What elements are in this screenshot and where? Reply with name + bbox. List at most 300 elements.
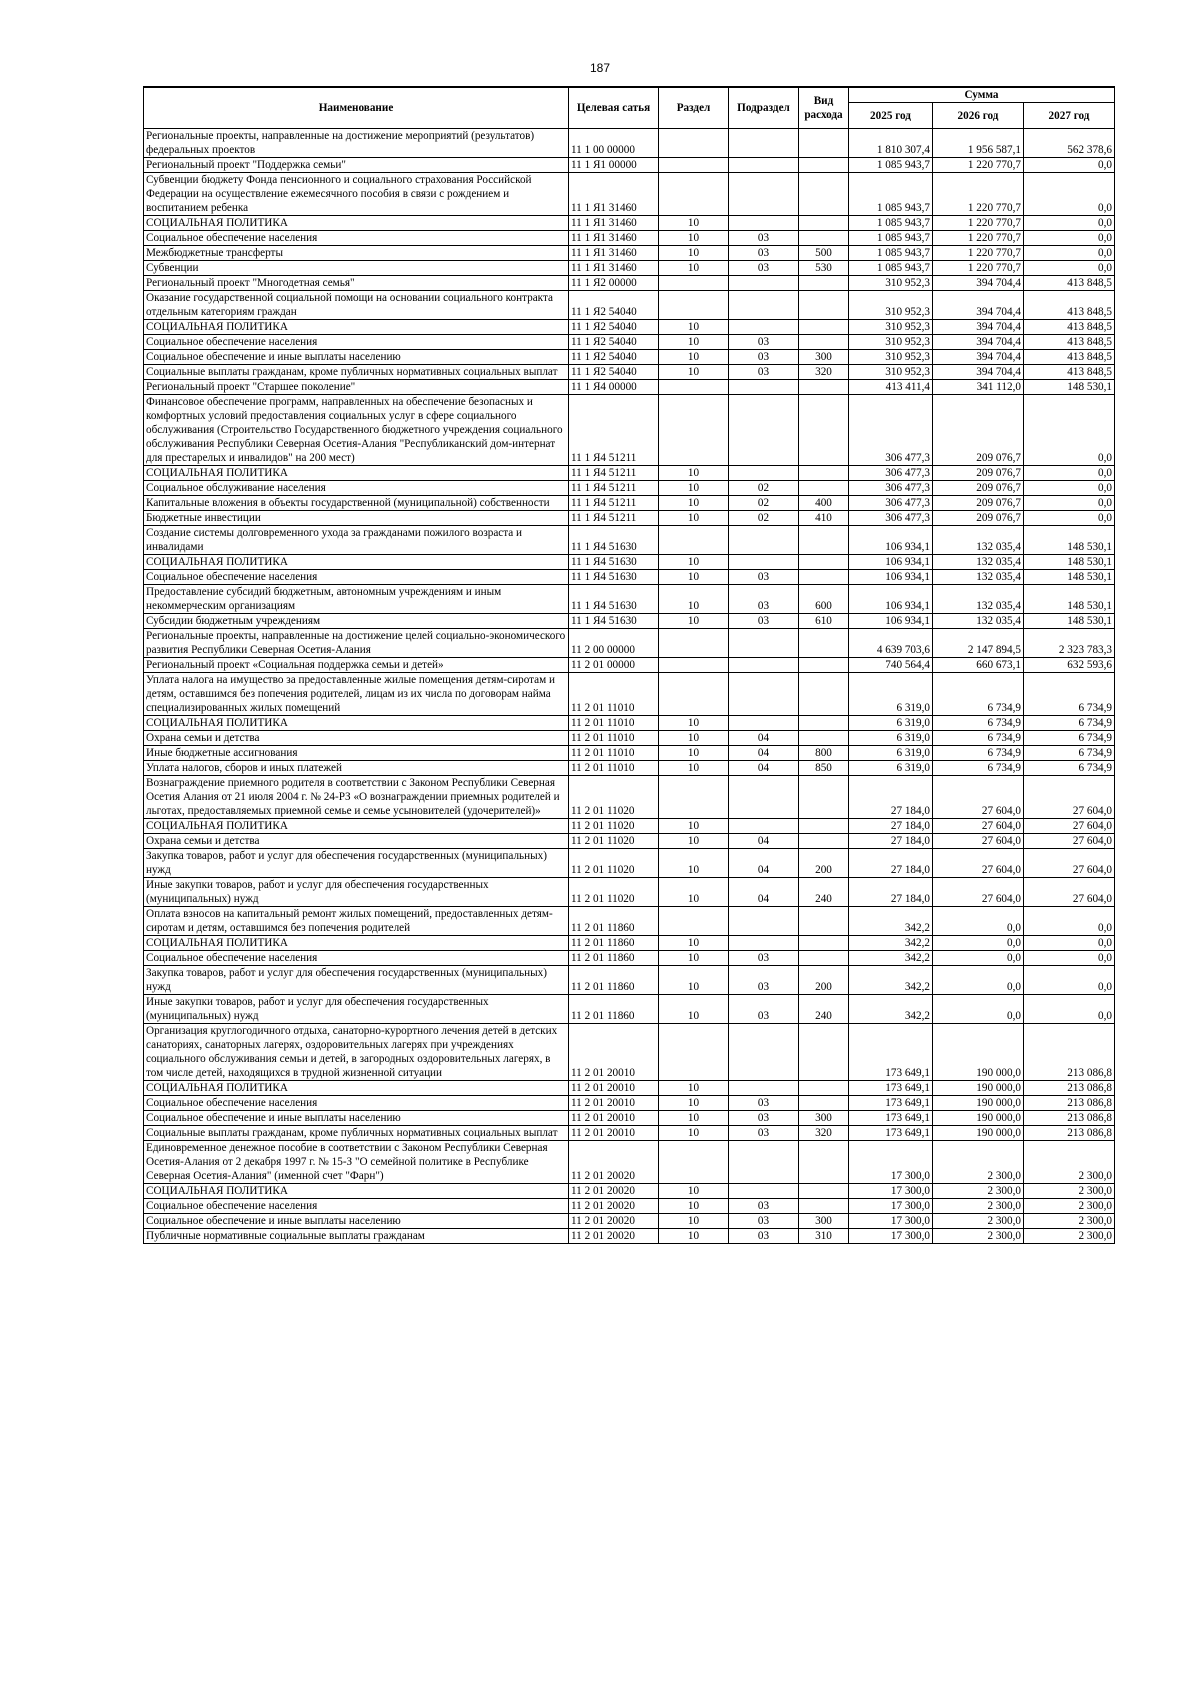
row-amount-2025: 173 649,1	[849, 1081, 933, 1096]
row-amount-2026: 394 704,4	[933, 320, 1024, 335]
row-name: Оплата взносов на капитальный ремонт жилых помещений, предоставленных детям-сиротам и детям, оставшимся без попечения родителей	[144, 907, 569, 936]
table-row	[144, 261, 1115, 276]
row-subsection	[729, 1184, 799, 1199]
budget-table	[143, 86, 1115, 1244]
row-name: Социальное обеспечение и иные выплаты населению	[144, 1214, 569, 1229]
row-amount-2026: 209 076,7	[933, 395, 1024, 466]
row-amount-2025: 106 934,1	[849, 614, 933, 629]
row-name: Иные закупки товаров, работ и услуг для обеспечения государственных (муниципальных) нужд	[144, 995, 569, 1024]
row-expense-kind	[799, 466, 849, 481]
row-name: СОЦИАЛЬНАЯ ПОЛИТИКА	[144, 819, 569, 834]
row-subsection	[729, 216, 799, 231]
row-name: Социальное обеспечение и иные выплаты населению	[144, 1111, 569, 1126]
table-row	[144, 365, 1115, 380]
row-amount-2025: 342,2	[849, 995, 933, 1024]
row-amount-2026: 209 076,7	[933, 466, 1024, 481]
row-amount-2027: 213 086,8	[1024, 1126, 1115, 1141]
row-target-code: 11 2 01 20020	[569, 1141, 659, 1184]
row-section: 10	[659, 716, 729, 731]
row-expense-kind	[799, 555, 849, 570]
row-amount-2027: 413 848,5	[1024, 276, 1115, 291]
row-name: Социальное обеспечение и иные выплаты населению	[144, 350, 569, 365]
row-amount-2025: 1 085 943,7	[849, 231, 933, 246]
row-subsection: 03	[729, 1229, 799, 1244]
row-expense-kind: 410	[799, 511, 849, 526]
table-row	[144, 1229, 1115, 1244]
row-amount-2026: 27 604,0	[933, 776, 1024, 819]
header-year-2027: 2027 год	[1024, 103, 1115, 129]
row-amount-2025: 740 564,4	[849, 658, 933, 673]
row-subsection: 04	[729, 878, 799, 907]
row-amount-2027: 0,0	[1024, 466, 1115, 481]
row-target-code: 11 1 Я2 54040	[569, 320, 659, 335]
row-name: Социальное обеспечение населения	[144, 1096, 569, 1111]
row-subsection	[729, 936, 799, 951]
row-expense-kind	[799, 570, 849, 585]
row-expense-kind	[799, 173, 849, 216]
row-amount-2025: 173 649,1	[849, 1024, 933, 1081]
row-amount-2027: 6 734,9	[1024, 673, 1115, 716]
row-amount-2027: 2 300,0	[1024, 1199, 1115, 1214]
table-body	[144, 129, 1115, 1244]
row-target-code: 11 2 01 11020	[569, 834, 659, 849]
row-amount-2027: 2 300,0	[1024, 1184, 1115, 1199]
table-row	[144, 951, 1115, 966]
row-target-code: 11 2 01 20020	[569, 1214, 659, 1229]
row-amount-2026: 2 300,0	[933, 1141, 1024, 1184]
table-row	[144, 673, 1115, 716]
table-row	[144, 761, 1115, 776]
row-amount-2026: 1 220 770,7	[933, 231, 1024, 246]
row-amount-2025: 17 300,0	[849, 1229, 933, 1244]
row-amount-2027: 2 300,0	[1024, 1214, 1115, 1229]
row-amount-2025: 27 184,0	[849, 776, 933, 819]
row-name: Региональный проект "Старшее поколение"	[144, 380, 569, 395]
table-row	[144, 555, 1115, 570]
row-subsection: 03	[729, 570, 799, 585]
row-amount-2025: 306 477,3	[849, 496, 933, 511]
table-row	[144, 335, 1115, 350]
row-subsection: 04	[729, 731, 799, 746]
row-expense-kind	[799, 907, 849, 936]
row-expense-kind	[799, 1081, 849, 1096]
row-amount-2025: 413 411,4	[849, 380, 933, 395]
row-section: 10	[659, 555, 729, 570]
row-target-code: 11 1 Я4 51211	[569, 496, 659, 511]
row-amount-2027: 27 604,0	[1024, 878, 1115, 907]
row-name: Социальное обеспечение населения	[144, 1199, 569, 1214]
row-amount-2025: 310 952,3	[849, 350, 933, 365]
row-amount-2027: 0,0	[1024, 231, 1115, 246]
row-name: СОЦИАЛЬНАЯ ПОЛИТИКА	[144, 936, 569, 951]
row-name: СОЦИАЛЬНАЯ ПОЛИТИКА	[144, 466, 569, 481]
table-row	[144, 776, 1115, 819]
row-section	[659, 1024, 729, 1081]
row-section: 10	[659, 350, 729, 365]
row-section	[659, 158, 729, 173]
row-target-code: 11 2 00 00000	[569, 629, 659, 658]
page-number: 187	[589, 61, 611, 75]
row-amount-2025: 310 952,3	[849, 276, 933, 291]
row-amount-2025: 306 477,3	[849, 466, 933, 481]
row-subsection: 03	[729, 350, 799, 365]
row-name: Создание системы долговременного ухода за гражданами пожилого возраста и инвалидами	[144, 526, 569, 555]
row-expense-kind: 240	[799, 995, 849, 1024]
row-target-code: 11 1 00 00000	[569, 129, 659, 158]
header-kind: Вид расхода	[799, 87, 849, 129]
row-amount-2026: 2 300,0	[933, 1214, 1024, 1229]
row-expense-kind	[799, 335, 849, 350]
row-target-code: 11 1 Я1 31460	[569, 231, 659, 246]
row-amount-2027: 213 086,8	[1024, 1024, 1115, 1081]
row-section	[659, 907, 729, 936]
row-target-code: 11 2 01 11020	[569, 849, 659, 878]
row-name: Социальное обеспечение населения	[144, 335, 569, 350]
row-name: Иные закупки товаров, работ и услуг для обеспечения государственных (муниципальных) нужд	[144, 878, 569, 907]
table-row	[144, 907, 1115, 936]
row-expense-kind	[799, 1024, 849, 1081]
row-expense-kind: 500	[799, 246, 849, 261]
row-amount-2026: 660 673,1	[933, 658, 1024, 673]
table-row	[144, 849, 1115, 878]
row-amount-2025: 17 300,0	[849, 1141, 933, 1184]
row-target-code: 11 2 01 11860	[569, 951, 659, 966]
row-amount-2026: 394 704,4	[933, 276, 1024, 291]
row-amount-2025: 342,2	[849, 907, 933, 936]
row-section: 10	[659, 995, 729, 1024]
row-subsection	[729, 276, 799, 291]
row-target-code: 11 2 01 11010	[569, 761, 659, 776]
row-subsection	[729, 395, 799, 466]
row-target-code: 11 2 01 20010	[569, 1081, 659, 1096]
row-section: 10	[659, 466, 729, 481]
table-row	[144, 878, 1115, 907]
row-section: 10	[659, 834, 729, 849]
row-amount-2027: 6 734,9	[1024, 716, 1115, 731]
row-expense-kind	[799, 1184, 849, 1199]
row-amount-2026: 1 956 587,1	[933, 129, 1024, 158]
row-expense-kind: 200	[799, 966, 849, 995]
row-amount-2026: 27 604,0	[933, 849, 1024, 878]
row-section: 10	[659, 1229, 729, 1244]
row-amount-2027: 0,0	[1024, 395, 1115, 466]
table-row	[144, 819, 1115, 834]
row-amount-2026: 2 300,0	[933, 1199, 1024, 1214]
row-target-code: 11 2 01 11860	[569, 936, 659, 951]
row-amount-2026: 6 734,9	[933, 761, 1024, 776]
row-subsection	[729, 291, 799, 320]
row-amount-2026: 394 704,4	[933, 335, 1024, 350]
row-target-code: 11 1 Я2 54040	[569, 365, 659, 380]
row-subsection: 03	[729, 1111, 799, 1126]
row-subsection: 03	[729, 246, 799, 261]
row-section: 10	[659, 1096, 729, 1111]
row-amount-2026: 1 220 770,7	[933, 173, 1024, 216]
table-row	[144, 570, 1115, 585]
row-section: 10	[659, 878, 729, 907]
row-amount-2027: 0,0	[1024, 173, 1115, 216]
row-amount-2027: 0,0	[1024, 246, 1115, 261]
row-amount-2027: 413 848,5	[1024, 365, 1115, 380]
row-expense-kind: 310	[799, 1229, 849, 1244]
row-amount-2027: 27 604,0	[1024, 819, 1115, 834]
row-subsection	[729, 1024, 799, 1081]
row-target-code: 11 1 Я4 51211	[569, 481, 659, 496]
row-expense-kind	[799, 129, 849, 158]
row-amount-2026: 209 076,7	[933, 481, 1024, 496]
row-expense-kind	[799, 276, 849, 291]
row-amount-2025: 310 952,3	[849, 291, 933, 320]
row-subsection: 02	[729, 496, 799, 511]
row-name: Оказание государственной социальной помощи на основании социального контракта отдельным категориям граждан	[144, 291, 569, 320]
row-subsection: 02	[729, 481, 799, 496]
row-section	[659, 291, 729, 320]
row-section: 10	[659, 216, 729, 231]
row-expense-kind: 200	[799, 849, 849, 878]
table-row	[144, 129, 1115, 158]
row-name: Организация круглогодичного отдыха, санаторно-курортного лечения детей в детских санаториях, санаторных лагерях, оздоровительных лагерях при учреждениях социального обслуживания семьи и детей, в загородных оздоровительных лагерях, в том числе детей, находящихся в трудной жизненной ситуации	[144, 1024, 569, 1081]
row-target-code: 11 2 01 11010	[569, 746, 659, 761]
row-target-code: 11 1 Я4 51211	[569, 395, 659, 466]
row-subsection: 03	[729, 1126, 799, 1141]
row-amount-2027: 6 734,9	[1024, 746, 1115, 761]
row-section: 10	[659, 966, 729, 995]
row-amount-2027: 413 848,5	[1024, 320, 1115, 335]
row-expense-kind	[799, 216, 849, 231]
header-name: Наименование	[144, 87, 569, 129]
row-target-code: 11 1 Я2 54040	[569, 335, 659, 350]
table-row	[144, 276, 1115, 291]
row-name: СОЦИАЛЬНАЯ ПОЛИТИКА	[144, 1081, 569, 1096]
row-section: 10	[659, 819, 729, 834]
row-target-code: 11 1 Я2 00000	[569, 276, 659, 291]
row-section: 10	[659, 585, 729, 614]
row-expense-kind	[799, 380, 849, 395]
row-amount-2026: 132 035,4	[933, 526, 1024, 555]
row-subsection: 03	[729, 261, 799, 276]
row-section: 10	[659, 614, 729, 629]
row-subsection: 03	[729, 335, 799, 350]
row-amount-2025: 342,2	[849, 951, 933, 966]
row-amount-2027: 0,0	[1024, 216, 1115, 231]
header-subsection: Подраздел	[729, 87, 799, 129]
row-subsection: 03	[729, 614, 799, 629]
row-amount-2027: 27 604,0	[1024, 776, 1115, 819]
row-expense-kind: 610	[799, 614, 849, 629]
row-name: Региональный проект "Поддержка семьи"	[144, 158, 569, 173]
row-expense-kind	[799, 526, 849, 555]
row-subsection	[729, 776, 799, 819]
row-name: Закупка товаров, работ и услуг для обеспечения государственных (муниципальных) нужд	[144, 849, 569, 878]
row-expense-kind	[799, 731, 849, 746]
row-section	[659, 526, 729, 555]
row-amount-2026: 1 220 770,7	[933, 158, 1024, 173]
row-amount-2027: 213 086,8	[1024, 1096, 1115, 1111]
table-row	[144, 1184, 1115, 1199]
row-amount-2026: 341 112,0	[933, 380, 1024, 395]
table-row	[144, 291, 1115, 320]
table-row	[144, 1214, 1115, 1229]
row-amount-2026: 190 000,0	[933, 1096, 1024, 1111]
row-name: Региональный проект «Социальная поддержка семьи и детей»	[144, 658, 569, 673]
row-section: 10	[659, 320, 729, 335]
row-amount-2026: 0,0	[933, 936, 1024, 951]
row-name: Бюджетные инвестиции	[144, 511, 569, 526]
row-subsection	[729, 1081, 799, 1096]
row-section: 10	[659, 1081, 729, 1096]
table-row	[144, 350, 1115, 365]
row-name: Иные бюджетные ассигнования	[144, 746, 569, 761]
row-subsection: 04	[729, 761, 799, 776]
row-name: СОЦИАЛЬНАЯ ПОЛИТИКА	[144, 1184, 569, 1199]
row-target-code: 11 2 01 20020	[569, 1184, 659, 1199]
row-amount-2026: 6 734,9	[933, 731, 1024, 746]
row-subsection	[729, 173, 799, 216]
row-name: Субвенции бюджету Фонда пенсионного и социального страхования Российской Федерации на осуществление ежемесячного пособия в связи с рождением и воспитанием ребенка	[144, 173, 569, 216]
row-name: Охрана семьи и детства	[144, 731, 569, 746]
row-amount-2027: 148 530,1	[1024, 614, 1115, 629]
row-name: Социальное обслуживание населения	[144, 481, 569, 496]
row-target-code: 11 2 01 20010	[569, 1024, 659, 1081]
row-amount-2026: 2 300,0	[933, 1184, 1024, 1199]
row-amount-2026: 6 734,9	[933, 673, 1024, 716]
row-section: 10	[659, 849, 729, 878]
row-target-code: 11 1 Я4 51211	[569, 466, 659, 481]
row-amount-2027: 413 848,5	[1024, 335, 1115, 350]
row-section	[659, 380, 729, 395]
row-amount-2026: 394 704,4	[933, 365, 1024, 380]
row-subsection	[729, 466, 799, 481]
row-amount-2025: 27 184,0	[849, 834, 933, 849]
row-target-code: 11 1 Я4 51630	[569, 555, 659, 570]
table-row	[144, 1126, 1115, 1141]
row-name: Единовременное денежное пособие в соответствии с Законом Республики Северная Осетия-Алания от 2 декабря 1997 г. № 15-З "О семейной политике в Республике Северная Осетия-Алания" (именной счет "Фарн")	[144, 1141, 569, 1184]
row-amount-2025: 6 319,0	[849, 761, 933, 776]
row-section: 10	[659, 1199, 729, 1214]
row-expense-kind: 600	[799, 585, 849, 614]
row-amount-2027: 213 086,8	[1024, 1111, 1115, 1126]
row-subsection: 03	[729, 1214, 799, 1229]
row-expense-kind: 800	[799, 746, 849, 761]
table-row	[144, 231, 1115, 246]
row-amount-2025: 342,2	[849, 966, 933, 995]
row-amount-2027: 2 300,0	[1024, 1141, 1115, 1184]
table-row	[144, 380, 1115, 395]
row-target-code: 11 1 Я4 51630	[569, 585, 659, 614]
row-amount-2026: 190 000,0	[933, 1081, 1024, 1096]
row-amount-2026: 209 076,7	[933, 511, 1024, 526]
table-row	[144, 496, 1115, 511]
row-section: 10	[659, 936, 729, 951]
row-expense-kind	[799, 395, 849, 466]
row-subsection	[729, 555, 799, 570]
row-section	[659, 776, 729, 819]
row-amount-2027: 0,0	[1024, 936, 1115, 951]
table-row	[144, 1096, 1115, 1111]
row-target-code: 11 2 01 11020	[569, 878, 659, 907]
row-target-code: 11 2 01 11010	[569, 731, 659, 746]
row-expense-kind	[799, 819, 849, 834]
row-amount-2025: 306 477,3	[849, 511, 933, 526]
row-section	[659, 1141, 729, 1184]
row-amount-2027: 148 530,1	[1024, 585, 1115, 614]
row-name: Предоставление субсидий бюджетным, автономным учреждениям и иным некоммерческим организациям	[144, 585, 569, 614]
row-amount-2027: 148 530,1	[1024, 570, 1115, 585]
row-subsection	[729, 129, 799, 158]
row-amount-2025: 17 300,0	[849, 1199, 933, 1214]
row-subsection	[729, 907, 799, 936]
row-expense-kind	[799, 158, 849, 173]
row-subsection	[729, 658, 799, 673]
row-amount-2025: 4 639 703,6	[849, 629, 933, 658]
header-year-2025: 2025 год	[849, 103, 933, 129]
row-amount-2025: 27 184,0	[849, 819, 933, 834]
row-target-code: 11 2 01 11020	[569, 819, 659, 834]
row-section	[659, 629, 729, 658]
row-name: Капитальные вложения в объекты государственной (муниципальной) собственности	[144, 496, 569, 511]
table-row	[144, 629, 1115, 658]
row-name: Межбюджетные трансферты	[144, 246, 569, 261]
row-section: 10	[659, 1184, 729, 1199]
row-amount-2027: 0,0	[1024, 496, 1115, 511]
table-row	[144, 1111, 1115, 1126]
row-target-code: 11 1 Я4 51630	[569, 614, 659, 629]
row-subsection: 04	[729, 849, 799, 878]
table-row	[144, 585, 1115, 614]
row-amount-2026: 0,0	[933, 907, 1024, 936]
row-amount-2025: 106 934,1	[849, 585, 933, 614]
row-amount-2026: 1 220 770,7	[933, 216, 1024, 231]
row-subsection	[729, 819, 799, 834]
row-amount-2027: 148 530,1	[1024, 380, 1115, 395]
table-row	[144, 731, 1115, 746]
row-amount-2026: 394 704,4	[933, 350, 1024, 365]
table-row	[144, 1199, 1115, 1214]
row-amount-2027: 0,0	[1024, 995, 1115, 1024]
row-section	[659, 173, 729, 216]
row-section: 10	[659, 761, 729, 776]
row-expense-kind	[799, 951, 849, 966]
row-subsection: 04	[729, 746, 799, 761]
row-subsection	[729, 716, 799, 731]
row-target-code: 11 1 Я1 31460	[569, 216, 659, 231]
row-amount-2025: 310 952,3	[849, 365, 933, 380]
row-amount-2026: 0,0	[933, 966, 1024, 995]
row-amount-2026: 0,0	[933, 995, 1024, 1024]
row-amount-2027: 27 604,0	[1024, 849, 1115, 878]
row-amount-2025: 1 085 943,7	[849, 158, 933, 173]
row-name: Региональный проект "Многодетная семья"	[144, 276, 569, 291]
table-row	[144, 995, 1115, 1024]
row-amount-2027: 27 604,0	[1024, 834, 1115, 849]
row-expense-kind	[799, 673, 849, 716]
row-section	[659, 129, 729, 158]
row-name: Социальное обеспечение населения	[144, 570, 569, 585]
row-section	[659, 673, 729, 716]
table-row	[144, 966, 1115, 995]
row-expense-kind: 300	[799, 1214, 849, 1229]
table-row	[144, 511, 1115, 526]
row-amount-2027: 413 848,5	[1024, 350, 1115, 365]
row-section: 10	[659, 231, 729, 246]
header-section: Раздел	[659, 87, 729, 129]
row-expense-kind	[799, 1096, 849, 1111]
row-name: СОЦИАЛЬНАЯ ПОЛИТИКА	[144, 716, 569, 731]
table-row	[144, 746, 1115, 761]
table-row	[144, 320, 1115, 335]
row-subsection	[729, 1141, 799, 1184]
row-name: Социальное обеспечение населения	[144, 951, 569, 966]
